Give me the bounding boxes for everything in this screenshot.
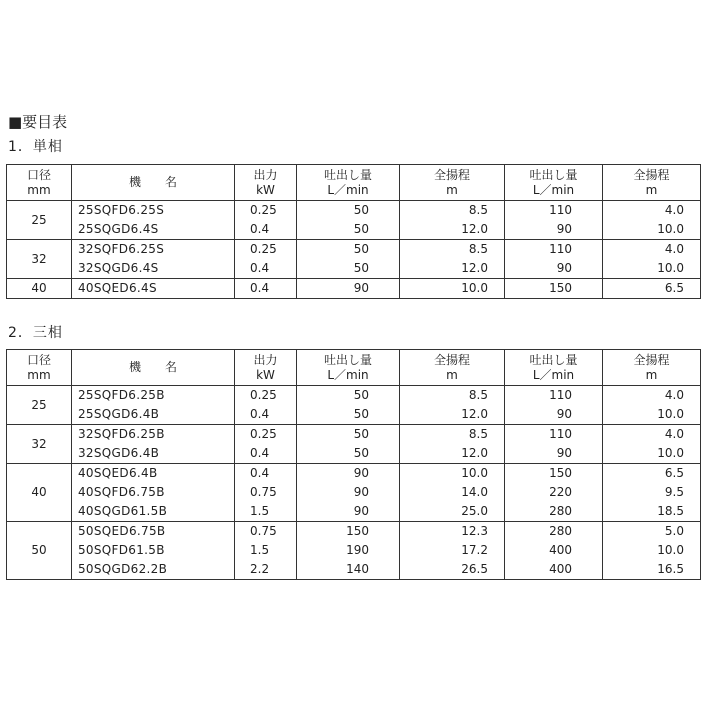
- header-head-1-line: m: [446, 367, 458, 382]
- header-head-2: [603, 165, 701, 201]
- cell-flow-2: 110: [505, 386, 603, 406]
- header-diameter: [7, 350, 72, 386]
- table-row: [7, 259, 701, 279]
- cell-flow-1: 50: [297, 405, 400, 425]
- cell-head-1: 10.0: [400, 279, 505, 299]
- cell-flow-2: 110: [505, 201, 603, 221]
- cell-output-kw: 1.5: [235, 502, 297, 522]
- cell-head-1: 12.3: [400, 522, 505, 542]
- cell-model: 32SQFD6.25B: [72, 425, 235, 445]
- cell-output-kw: 2.2: [235, 560, 297, 580]
- header-flow-2-line: L／min: [532, 367, 575, 382]
- cell-head-2: 6.5: [603, 279, 701, 299]
- header-diameter-line: mm: [27, 367, 51, 382]
- header-model-name-line: 機 名: [128, 360, 177, 374]
- cell-flow-1: 90: [297, 279, 400, 299]
- cell-head-2: 10.0: [603, 541, 701, 560]
- cell-flow-2: 400: [505, 560, 603, 580]
- cell-head-2: 10.0: [603, 405, 701, 425]
- cell-model: 40SQGD61.5B: [72, 502, 235, 522]
- table-row: [7, 220, 701, 240]
- cell-diameter: 25: [7, 201, 72, 240]
- header-output-line: kW: [256, 182, 275, 197]
- cell-head-1: 10.0: [400, 464, 505, 484]
- cell-diameter: 32: [7, 425, 72, 464]
- cell-model: 25SQGD6.4S: [72, 220, 235, 240]
- cell-head-2: 10.0: [603, 259, 701, 279]
- header-head-1-line: 全揚程: [433, 167, 470, 182]
- cell-flow-2: 90: [505, 220, 603, 240]
- cell-head-2: 10.0: [603, 444, 701, 464]
- table-row: [7, 386, 701, 406]
- cell-head-2: 10.0: [603, 220, 701, 240]
- header-output: [235, 165, 297, 201]
- section-title-single-phase: 1．単相: [8, 139, 63, 155]
- cell-flow-2: 90: [505, 259, 603, 279]
- table-row: [7, 425, 701, 445]
- cell-head-1: 8.5: [400, 425, 505, 445]
- cell-diameter: 50: [7, 522, 72, 580]
- cell-flow-1: 50: [297, 240, 400, 260]
- cell-flow-1: 50: [297, 201, 400, 221]
- table-row: [7, 201, 701, 221]
- header-flow-2-line: 吐出し量: [529, 167, 578, 182]
- cell-head-1: 14.0: [400, 483, 505, 502]
- cell-model: 40SQFD6.75B: [72, 483, 235, 502]
- spec-table-three-phase: [6, 349, 701, 580]
- cell-flow-2: 150: [505, 464, 603, 484]
- cell-head-1: 17.2: [400, 541, 505, 560]
- cell-flow-2: 400: [505, 541, 603, 560]
- header-head-2-line: m: [645, 367, 658, 382]
- cell-flow-1: 90: [297, 464, 400, 484]
- table-row: [7, 464, 701, 484]
- header-head-2: [603, 350, 701, 386]
- header-head-2-line: 全揚程: [633, 167, 670, 182]
- cell-head-1: 12.0: [400, 444, 505, 464]
- cell-head-2: 5.0: [603, 522, 701, 542]
- cell-diameter: 25: [7, 386, 72, 425]
- header-model-name-line: 機 名: [128, 175, 177, 189]
- table-row: [7, 522, 701, 542]
- header-diameter: [7, 165, 72, 201]
- cell-flow-2: 220: [505, 483, 603, 502]
- header-flow-1: [297, 350, 400, 386]
- cell-flow-2: 280: [505, 522, 603, 542]
- header-flow-2-line: L／min: [532, 182, 575, 197]
- cell-model: 32SQFD6.25S: [72, 240, 235, 260]
- cell-diameter: 40: [7, 464, 72, 522]
- cell-flow-1: 90: [297, 483, 400, 502]
- header-diameter-line: mm: [27, 182, 51, 197]
- cell-flow-1: 90: [297, 502, 400, 522]
- table-row: [7, 405, 701, 425]
- header-head-2-line: 全揚程: [633, 352, 670, 367]
- header-flow-1-line: L／min: [327, 182, 369, 197]
- header-model-name: [72, 165, 235, 201]
- header-flow-2-line: 吐出し量: [529, 352, 578, 367]
- cell-model: 50SQFD61.5B: [72, 541, 235, 560]
- cell-head-2: 18.5: [603, 502, 701, 522]
- header-head-1: [400, 165, 505, 201]
- table-row: [7, 444, 701, 464]
- cell-head-1: 12.0: [400, 220, 505, 240]
- cell-model: 32SQGD6.4B: [72, 444, 235, 464]
- cell-output-kw: 0.75: [235, 522, 297, 542]
- cell-diameter: 32: [7, 240, 72, 279]
- cell-head-1: 12.0: [400, 259, 505, 279]
- header-flow-1: [297, 165, 400, 201]
- cell-head-1: 12.0: [400, 405, 505, 425]
- cell-output-kw: 0.25: [235, 201, 297, 221]
- cell-flow-1: 150: [297, 522, 400, 542]
- header-head-1-line: 全揚程: [433, 352, 470, 367]
- cell-output-kw: 0.25: [235, 240, 297, 260]
- cell-flow-2: 150: [505, 279, 603, 299]
- header-output: [235, 350, 297, 386]
- table-row: [7, 279, 701, 299]
- cell-head-2: 9.5: [603, 483, 701, 502]
- header-output-line: 出力: [253, 352, 278, 367]
- table-row: [7, 502, 701, 522]
- cell-head-1: 8.5: [400, 240, 505, 260]
- header-head-2-line: m: [645, 182, 658, 197]
- cell-output-kw: 0.4: [235, 444, 297, 464]
- table-row: [7, 483, 701, 502]
- cell-model: 50SQED6.75B: [72, 522, 235, 542]
- header-model-name: [72, 350, 235, 386]
- cell-output-kw: 0.4: [235, 279, 297, 299]
- cell-output-kw: 0.75: [235, 483, 297, 502]
- cell-diameter: 40: [7, 279, 72, 299]
- page-title: ■要目表: [8, 113, 68, 131]
- header-flow-2: [505, 165, 603, 201]
- header-flow-1-line: L／min: [327, 367, 369, 382]
- cell-head-2: 4.0: [603, 240, 701, 260]
- cell-flow-1: 50: [297, 386, 400, 406]
- cell-head-1: 25.0: [400, 502, 505, 522]
- cell-model: 40SQED6.4B: [72, 464, 235, 484]
- cell-flow-2: 90: [505, 444, 603, 464]
- cell-model: 50SQGD62.2B: [72, 560, 235, 580]
- cell-flow-2: 90: [505, 405, 603, 425]
- cell-flow-1: 140: [297, 560, 400, 580]
- cell-model: 25SQFD6.25S: [72, 201, 235, 221]
- cell-head-1: 26.5: [400, 560, 505, 580]
- header-diameter-line: 口径: [26, 167, 51, 182]
- cell-head-2: 4.0: [603, 425, 701, 445]
- cell-model: 32SQGD6.4S: [72, 259, 235, 279]
- header-head-1-line: m: [446, 182, 458, 197]
- cell-flow-1: 50: [297, 220, 400, 240]
- cell-output-kw: 0.4: [235, 220, 297, 240]
- cell-head-2: 4.0: [603, 201, 701, 221]
- cell-flow-2: 280: [505, 502, 603, 522]
- cell-flow-1: 190: [297, 541, 400, 560]
- cell-model: 25SQGD6.4B: [72, 405, 235, 425]
- header-head-1: [400, 350, 505, 386]
- cell-head-2: 6.5: [603, 464, 701, 484]
- cell-model: 25SQFD6.25B: [72, 386, 235, 406]
- cell-output-kw: 1.5: [235, 541, 297, 560]
- cell-flow-1: 50: [297, 444, 400, 464]
- header-flow-2: [505, 350, 603, 386]
- cell-output-kw: 0.25: [235, 425, 297, 445]
- cell-output-kw: 0.4: [235, 259, 297, 279]
- cell-flow-2: 110: [505, 425, 603, 445]
- header-flow-1-line: 吐出し量: [323, 167, 372, 182]
- header-output-line: 出力: [253, 167, 278, 182]
- cell-output-kw: 0.4: [235, 464, 297, 484]
- header-flow-1-line: 吐出し量: [323, 352, 372, 367]
- cell-output-kw: 0.4: [235, 405, 297, 425]
- cell-flow-2: 110: [505, 240, 603, 260]
- cell-head-1: 8.5: [400, 201, 505, 221]
- cell-head-2: 4.0: [603, 386, 701, 406]
- table-row: [7, 560, 701, 580]
- header-diameter-line: 口径: [26, 352, 51, 367]
- cell-model: 40SQED6.4S: [72, 279, 235, 299]
- table-row: [7, 541, 701, 560]
- cell-head-2: 16.5: [603, 560, 701, 580]
- cell-output-kw: 0.25: [235, 386, 297, 406]
- section-title-three-phase: 2．三相: [8, 325, 63, 341]
- spec-table-single-phase: [6, 164, 701, 299]
- cell-head-1: 8.5: [400, 386, 505, 406]
- table-row: [7, 240, 701, 260]
- cell-flow-1: 50: [297, 425, 400, 445]
- header-output-line: kW: [256, 367, 275, 382]
- cell-flow-1: 50: [297, 259, 400, 279]
